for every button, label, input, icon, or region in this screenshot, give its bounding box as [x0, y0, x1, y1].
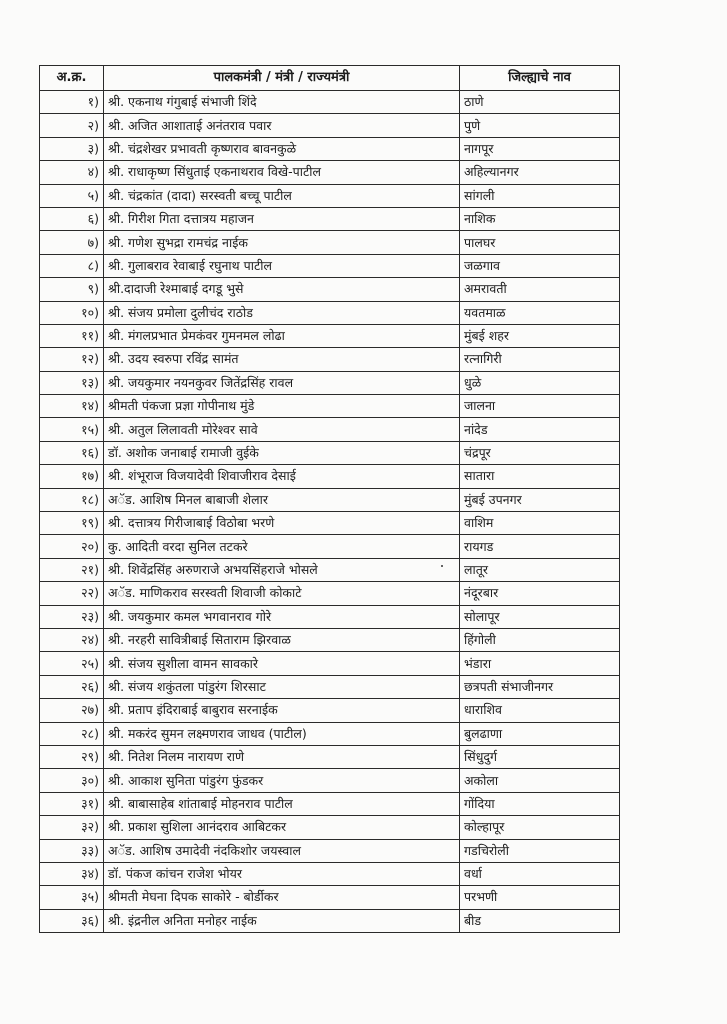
district-cell: नागपूर: [460, 137, 620, 160]
minister-name-cell: श्री. चंद्रशेखर प्रभावती कृष्णराव बावनकुळे: [104, 137, 460, 160]
serial-cell: ३६): [40, 909, 104, 932]
minister-name-cell: श्री. जयकुमार नयनकुवर जितेंद्रसिंह रावल: [104, 371, 460, 394]
district-cell: धुळे: [460, 371, 620, 394]
header-serial: अ.क्र.: [40, 66, 104, 91]
serial-cell: ६): [40, 207, 104, 230]
district-cell: वर्धा: [460, 862, 620, 885]
table-row: [40, 231, 620, 254]
minister-name-cell: श्री. गिरीश गिता दत्तात्रय महाजन: [104, 207, 460, 230]
serial-cell: १०): [40, 301, 104, 324]
table-row: [40, 862, 620, 885]
minister-name-cell: श्रीमती मेघना दिपक साकोरे - बोर्डीकर: [104, 886, 460, 909]
minister-name-cell: अॅड. माणिकराव सरस्वती शिवाजी कोकाटे: [104, 582, 460, 605]
table-row: [40, 558, 620, 581]
serial-cell: ३): [40, 137, 104, 160]
minister-name-cell: श्री. राधाकृष्ण सिंधुताई एकनाथराव विखे-पाटील: [104, 161, 460, 184]
table-row: [40, 652, 620, 675]
minister-name-cell: डॉ. अशोक जनाबाई रामाजी वुईके: [104, 441, 460, 464]
minister-name-cell: श्री. संजय प्रमोला दुलीचंद राठोड: [104, 301, 460, 324]
serial-cell: १६): [40, 441, 104, 464]
table-row: [40, 348, 620, 371]
minister-name-cell: श्री. अतुल लिलावती मोरेश्वर सावे: [104, 418, 460, 441]
district-cell: यवतमाळ: [460, 301, 620, 324]
minister-name-cell: श्री. इंद्रनील अनिता मनोहर नाईक: [104, 909, 460, 932]
table-row: [40, 324, 620, 347]
district-cell: अकोला: [460, 769, 620, 792]
serial-cell: २८): [40, 722, 104, 745]
minister-name-cell: श्री. संजय शकुंतला पांडुरंग शिरसाट: [104, 675, 460, 698]
table-row: [40, 184, 620, 207]
district-cell: सिंधुदुर्ग: [460, 745, 620, 768]
serial-cell: ७): [40, 231, 104, 254]
minister-name-cell: श्री. नितेश निलम नारायण राणे: [104, 745, 460, 768]
minister-name-cell: श्री. नरहरी सावित्रीबाई सिताराम झिरवाळ: [104, 628, 460, 651]
minister-name-cell: श्री. गुलाबराव रेवाबाई रघुनाथ पाटील: [104, 254, 460, 277]
table-row: [40, 512, 620, 535]
serial-cell: ३१): [40, 792, 104, 815]
minister-name-cell: अॅड. आशिष मिनल बाबाजी शेलार: [104, 488, 460, 511]
serial-cell: ५): [40, 184, 104, 207]
table-row: [40, 418, 620, 441]
minister-name-cell: डॉ. पंकज कांचन राजेश भोयर: [104, 862, 460, 885]
guardian-minister-table: [39, 65, 620, 933]
serial-cell: १२): [40, 348, 104, 371]
serial-cell: २१): [40, 558, 104, 581]
minister-name-cell: श्री. शिवेंद्रसिंह अरुणराजे अभयसिंहराजे भोसले: [104, 558, 460, 581]
serial-cell: १९): [40, 512, 104, 535]
header-minister: पालकमंत्री / मंत्री / राज्यमंत्री: [104, 66, 460, 91]
table-row: [40, 91, 620, 114]
table-row: [40, 465, 620, 488]
district-cell: परभणी: [460, 886, 620, 909]
table-row: [40, 769, 620, 792]
table-row: [40, 137, 620, 160]
table-row: [40, 441, 620, 464]
minister-name-cell: श्री. एकनाथ गंगुबाई संभाजी शिंदे: [104, 91, 460, 114]
serial-cell: ३०): [40, 769, 104, 792]
table-row: [40, 254, 620, 277]
minister-name-cell: श्री. मंगलप्रभात प्रेमकंवर गुमनमल लोढा: [104, 324, 460, 347]
minister-name-cell: श्री. आकाश सुनिता पांडुरंग फुंडकर: [104, 769, 460, 792]
serial-cell: १७): [40, 465, 104, 488]
serial-cell: ३४): [40, 862, 104, 885]
serial-cell: ९): [40, 278, 104, 301]
serial-cell: ४): [40, 161, 104, 184]
header-district: जिल्ह्याचे नाव: [460, 66, 620, 91]
district-cell: वाशिम: [460, 512, 620, 535]
district-cell: नाशिक: [460, 207, 620, 230]
table-row: [40, 371, 620, 394]
table-row: [40, 816, 620, 839]
minister-name-cell: श्री. प्रताप इंदिराबाई बाबुराव सरनाईक: [104, 699, 460, 722]
minister-name-cell: श्री. मकरंद सुमन लक्ष्मणराव जाधव (पाटील): [104, 722, 460, 745]
district-cell: बीड: [460, 909, 620, 932]
serial-cell: ३३): [40, 839, 104, 862]
minister-name-cell: श्री. चंद्रकांत (दादा) सरस्वती बच्चू पाटील: [104, 184, 460, 207]
district-cell: पुणे: [460, 114, 620, 137]
minister-name-cell: श्री. संजय सुशीला वामन सावकारे: [104, 652, 460, 675]
serial-cell: ११): [40, 324, 104, 347]
district-cell: अमरावती: [460, 278, 620, 301]
serial-cell: १३): [40, 371, 104, 394]
serial-cell: १५): [40, 418, 104, 441]
serial-cell: ३५): [40, 886, 104, 909]
serial-cell: २७): [40, 699, 104, 722]
district-cell: सांगली: [460, 184, 620, 207]
district-cell: बुलढाणा: [460, 722, 620, 745]
district-cell: जळगाव: [460, 254, 620, 277]
table-row: [40, 699, 620, 722]
serial-cell: २९): [40, 745, 104, 768]
minister-name-cell: अॅड. आशिष उमादेवी नंदकिशोर जयस्वाल: [104, 839, 460, 862]
table-row: [40, 675, 620, 698]
district-cell: हिंगोली: [460, 628, 620, 651]
district-cell: रायगड: [460, 535, 620, 558]
table-row: [40, 628, 620, 651]
table-row: [40, 488, 620, 511]
serial-cell: १): [40, 91, 104, 114]
serial-cell: ३२): [40, 816, 104, 839]
minister-name-cell: श्री. गणेश सुभद्रा रामचंद्र नाईक: [104, 231, 460, 254]
district-cell: गोंदिया: [460, 792, 620, 815]
serial-cell: २६): [40, 675, 104, 698]
minister-name-cell: श्री. उदय स्वरुपा रविंद्र सामंत: [104, 348, 460, 371]
serial-cell: १८): [40, 488, 104, 511]
table-row: [40, 207, 620, 230]
minister-name-cell: श्री. प्रकाश सुशिला आनंदराव आबिटकर: [104, 816, 460, 839]
minister-name-cell: श्री. शंभूराज विजयादेवी शिवाजीराव देसाई: [104, 465, 460, 488]
serial-cell: २२): [40, 582, 104, 605]
minister-name-cell: श्री. अजित आशाताई अनंतराव पवार: [104, 114, 460, 137]
district-cell: पालघर: [460, 231, 620, 254]
table-row: [40, 535, 620, 558]
serial-cell: १४): [40, 395, 104, 418]
table-row: [40, 722, 620, 745]
serial-cell: २५): [40, 652, 104, 675]
district-cell: सातारा: [460, 465, 620, 488]
district-cell: मुंबई उपनगर: [460, 488, 620, 511]
district-cell: नंदूरबार: [460, 582, 620, 605]
table-row: [40, 278, 620, 301]
table-row: [40, 395, 620, 418]
district-cell: रत्नागिरी: [460, 348, 620, 371]
serial-cell: ८): [40, 254, 104, 277]
district-cell: ठाणे: [460, 91, 620, 114]
table-row: [40, 161, 620, 184]
table-row: [40, 792, 620, 815]
district-cell: मुंबई शहर: [460, 324, 620, 347]
district-cell: अहिल्यानगर: [460, 161, 620, 184]
table-row: [40, 886, 620, 909]
district-cell: लातूर: [460, 558, 620, 581]
serial-cell: २०): [40, 535, 104, 558]
district-cell: भंडारा: [460, 652, 620, 675]
serial-cell: २३): [40, 605, 104, 628]
district-cell: धाराशिव: [460, 699, 620, 722]
district-cell: सोलापूर: [460, 605, 620, 628]
table-body: [40, 91, 620, 933]
district-cell: कोल्हापूर: [460, 816, 620, 839]
header-row: [40, 66, 620, 91]
district-cell: छत्रपती संभाजीनगर: [460, 675, 620, 698]
minister-name-cell: श्रीमती पंकजा प्रज्ञा गोपीनाथ मुंडे: [104, 395, 460, 418]
district-cell: चंद्रपूर: [460, 441, 620, 464]
district-cell: जालना: [460, 395, 620, 418]
table-row: [40, 605, 620, 628]
minister-name-cell: कु. आदिती वरदा सुनिल तटकरे: [104, 535, 460, 558]
table-row: [40, 839, 620, 862]
serial-cell: २४): [40, 628, 104, 651]
table-row: [40, 745, 620, 768]
district-cell: गडचिरोली: [460, 839, 620, 862]
minister-name-cell: श्री. जयकुमार कमल भगवानराव गोरे: [104, 605, 460, 628]
table-row: [40, 301, 620, 324]
table-header: [40, 66, 620, 91]
minister-name-cell: श्री. बाबासाहेब शांताबाई मोहनराव पाटील: [104, 792, 460, 815]
serial-cell: २): [40, 114, 104, 137]
district-cell: नांदेड: [460, 418, 620, 441]
minister-name-cell: श्री. दत्तात्रय गिरीजाबाई विठोबा भरणे: [104, 512, 460, 535]
table-row: [40, 582, 620, 605]
scan-speck: [441, 565, 443, 567]
minister-name-cell: श्री.दादाजी रेश्माबाई दगडू भुसे: [104, 278, 460, 301]
table-row: [40, 114, 620, 137]
table-row: [40, 909, 620, 932]
